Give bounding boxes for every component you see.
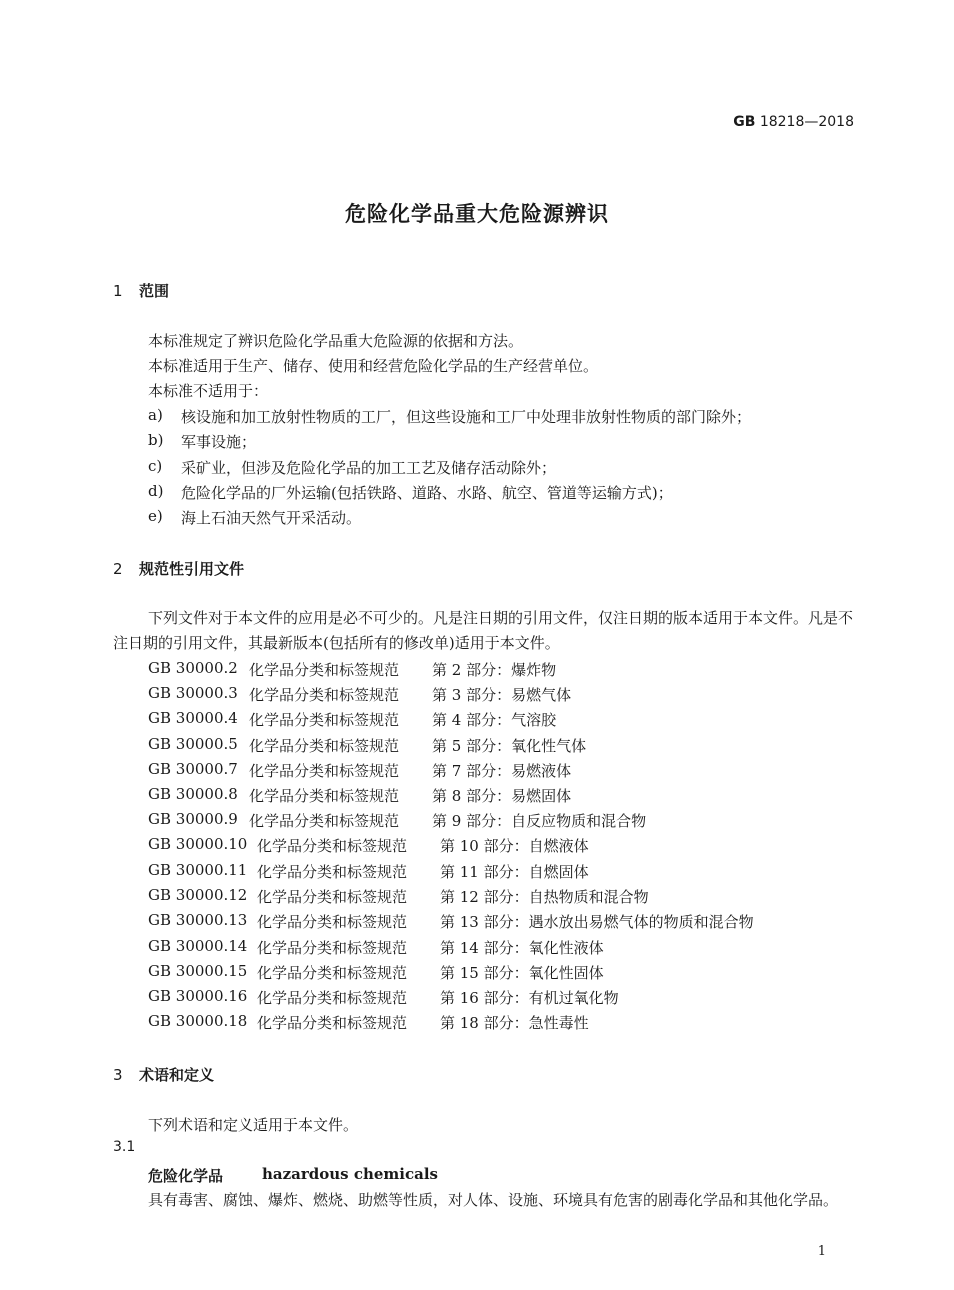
list-item-label: b) bbox=[148, 431, 164, 449]
ref-code: GB 30000.12 bbox=[148, 886, 248, 904]
ref-title: 化学品分类和标签规范 bbox=[257, 1014, 408, 1032]
section-1-para-3: 本标准不适用于： bbox=[148, 382, 269, 400]
ref-part: 第 14 部分：氧化性液体 bbox=[440, 939, 604, 957]
term-definition: 具有毒害、腐蚀、爆炸、燃烧、助燃等性质，对人体、设施、环境具有危害的剧毒化学品和其他化学品。 bbox=[148, 1191, 839, 1209]
ref-part: 第 3 部分：易燃气体 bbox=[432, 686, 572, 704]
list-item-text: 军事设施； bbox=[181, 433, 257, 451]
ref-code: GB 30000.10 bbox=[148, 835, 248, 853]
section-2-heading: 2 规范性引用文件 bbox=[113, 560, 245, 578]
ref-part: 第 5 部分：氧化性气体 bbox=[432, 737, 587, 755]
ref-title: 化学品分类和标签规范 bbox=[249, 711, 400, 729]
section-1-heading: 1 范围 bbox=[113, 282, 170, 300]
section-3-heading: 3 术语和定义 bbox=[113, 1066, 215, 1084]
ref-code: GB 30000.2 bbox=[148, 659, 238, 677]
ref-part: 第 15 部分：氧化性固体 bbox=[440, 964, 604, 982]
ref-title: 化学品分类和标签规范 bbox=[249, 762, 400, 780]
ref-part: 第 16 部分：有机过氧化物 bbox=[440, 989, 619, 1007]
ref-part: 第 12 部分：自热物质和混合物 bbox=[440, 888, 649, 906]
ref-part: 第 11 部分：自燃固体 bbox=[440, 863, 589, 881]
term-chinese: 危险化学品 bbox=[148, 1167, 224, 1185]
ref-title: 化学品分类和标签规范 bbox=[257, 863, 408, 881]
ref-title: 化学品分类和标签规范 bbox=[249, 686, 400, 704]
ref-part: 第 2 部分：爆炸物 bbox=[432, 661, 557, 679]
ref-title: 化学品分类和标签规范 bbox=[249, 812, 400, 830]
list-item-label: e) bbox=[148, 507, 163, 525]
ref-code: GB 30000.7 bbox=[148, 760, 238, 778]
list-item-text: 采矿业，但涉及危险化学品的加工工艺及储存活动除外； bbox=[181, 459, 557, 477]
list-item-text: 海上石油天然气开采活动。 bbox=[181, 509, 362, 527]
ref-code: GB 30000.9 bbox=[148, 810, 238, 828]
ref-code: GB 30000.14 bbox=[148, 937, 248, 955]
section-2-intro: 下列文件对于本文件的应用是必不可少的。凡是注日期的引用文件，仅注日期的版本适用于本文件。凡是不注日期的引用文件，其最新版本(包括所有的修改单)适用于本文件。 bbox=[113, 609, 854, 652]
ref-title: 化学品分类和标签规范 bbox=[257, 837, 408, 855]
ref-title: 化学品分类和标签规范 bbox=[257, 964, 408, 982]
ref-part: 第 9 部分：自反应物质和混合物 bbox=[432, 812, 647, 830]
ref-title: 化学品分类和标签规范 bbox=[257, 888, 408, 906]
ref-title: 化学品分类和标签规范 bbox=[257, 939, 408, 957]
term-english: hazardous chemicals bbox=[262, 1165, 438, 1183]
list-item-label: a) bbox=[148, 406, 163, 424]
ref-part: 第 7 部分：易燃液体 bbox=[432, 762, 572, 780]
term-number: 3.1 bbox=[113, 1139, 136, 1155]
ref-code: GB 30000.18 bbox=[148, 1012, 248, 1030]
ref-part: 第 18 部分：急性毒性 bbox=[440, 1014, 589, 1032]
ref-code: GB 30000.5 bbox=[148, 735, 238, 753]
ref-code: GB 30000.15 bbox=[148, 962, 248, 980]
list-item-text: 核设施和加工放射性物质的工厂，但这些设施和工厂中处理非放射性物质的部门除外； bbox=[181, 408, 752, 426]
ref-code: GB 30000.4 bbox=[148, 709, 238, 727]
ref-title: 化学品分类和标签规范 bbox=[249, 661, 400, 679]
document-title: 危险化学品重大危险源辨识 bbox=[345, 202, 609, 226]
ref-code: GB 30000.3 bbox=[148, 684, 238, 702]
ref-code: GB 30000.8 bbox=[148, 785, 238, 803]
ref-part: 第 13 部分：遇水放出易燃气体的物质和混合物 bbox=[440, 913, 754, 931]
ref-code: GB 30000.16 bbox=[148, 987, 248, 1005]
ref-title: 化学品分类和标签规范 bbox=[257, 989, 408, 1007]
ref-part: 第 10 部分：自燃液体 bbox=[440, 837, 589, 855]
section-1-para-2: 本标准适用于生产、储存、使用和经营危险化学品的生产经营单位。 bbox=[148, 357, 599, 375]
ref-code: GB 30000.13 bbox=[148, 911, 248, 929]
ref-part: 第 8 部分：易燃固体 bbox=[432, 787, 572, 805]
standard-number: GB 18218—2018 bbox=[733, 114, 854, 130]
ref-code: GB 30000.11 bbox=[148, 861, 248, 879]
section-1-para-1: 本标准规定了辨识危险化学品重大危险源的依据和方法。 bbox=[148, 332, 524, 350]
ref-title: 化学品分类和标签规范 bbox=[249, 787, 400, 805]
list-item-label: c) bbox=[148, 457, 163, 475]
list-item-text: 危险化学品的厂外运输(包括铁路、道路、水路、航空、管道等运输方式)； bbox=[181, 484, 673, 502]
page-number: 1 bbox=[817, 1244, 826, 1259]
ref-title: 化学品分类和标签规范 bbox=[257, 913, 408, 931]
ref-part: 第 4 部分：气溶胶 bbox=[432, 711, 557, 729]
list-item-label: d) bbox=[148, 482, 164, 500]
ref-title: 化学品分类和标签规范 bbox=[249, 737, 400, 755]
section-3-intro: 下列术语和定义适用于本文件。 bbox=[148, 1116, 359, 1134]
